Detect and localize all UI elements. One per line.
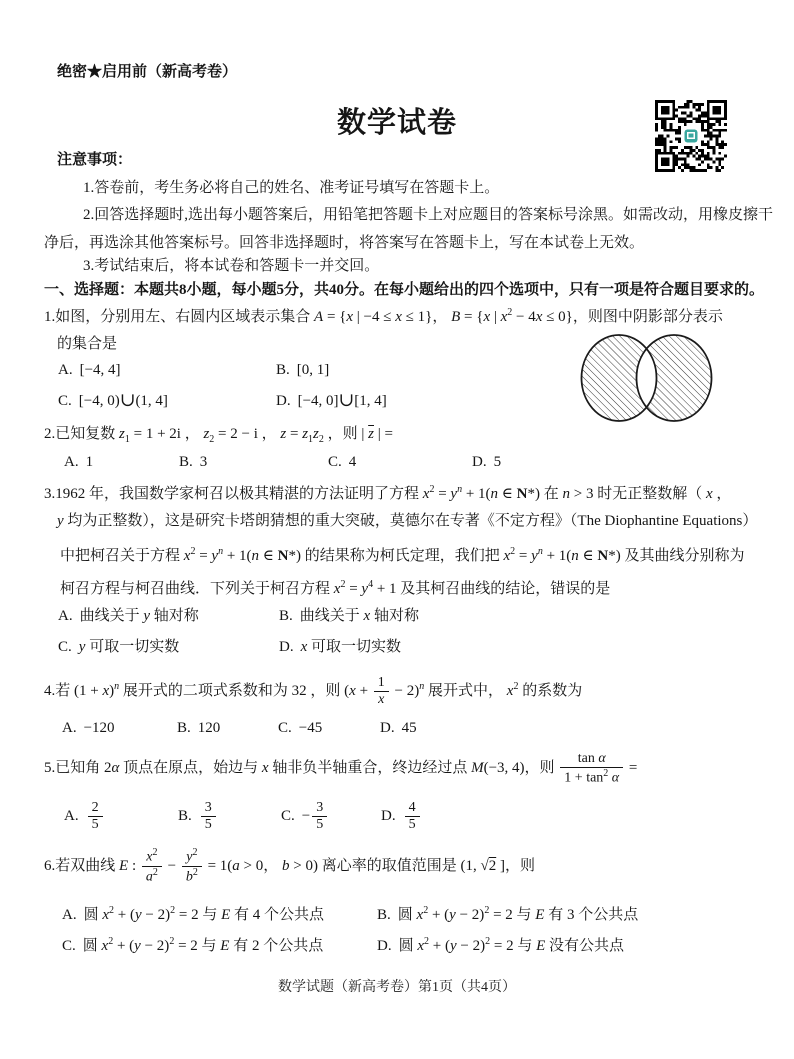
q5-option-a xyxy=(64,794,105,838)
q3-line-4: 柯召方程与柯召曲线．下列关于柯召方程 $x^2 = y^4 + 1$ 及其柯召曲线的结论，错误的是 xyxy=(60,579,611,597)
q3-line-1: 3.1962 年，我国数学家柯召以极其精湛的方法证明了方程 $x^2 = y^n + 1(n$ ∈ N*) 在 n > 3 时无正整数解（ x ， xyxy=(44,484,732,502)
option-text: [−4, 0]∪[1, 4] xyxy=(297,390,387,411)
q4-option-b xyxy=(177,716,220,740)
option-label: D. xyxy=(377,938,392,954)
option-text: 曲线关于 x 轴对称 xyxy=(299,608,419,624)
q3-line-2: y 均为正整数），这是研究卡塔朗猜想的重大突破，莫德尔在专著《不定方程》（The Diophantine Equations） xyxy=(57,513,758,529)
q1-option-b xyxy=(276,358,329,382)
q6-line-1: 6.若双曲线 E : $\frac{x^2}{a^2}$ − $\frac{y^2}{b^2}$ = 1(a > 0， b > 0) 离心率的取值范围是 (1, √2 ]，则 xyxy=(44,847,535,885)
q2-option-b xyxy=(179,450,207,474)
option-text: [0, 1] xyxy=(296,362,330,378)
option-text: −120 xyxy=(83,720,115,736)
q3-line-3: 中把柯召关于方程 $x^2 = y^n + 1(n$ ∈ N*) 的结果称为柯氏定理，我们把 $x^2 = y^n + 1(n$ ∈ N*) 及其曲线分别称为 xyxy=(60,546,745,564)
notice-item-2-cont: 净后，再选涂其他答案标号。回答非选择题时，将答案写在答题卡上，写在本试卷上无效。 xyxy=(44,235,645,251)
q6-option-b xyxy=(377,899,638,927)
q3-options-row-2 xyxy=(0,635,794,663)
option-text: 3 xyxy=(199,454,208,470)
q5-option-b xyxy=(178,794,218,838)
q5-line-1: 5.已知角 2α 顶点在原点，始边与 x 轴非负半轴重合，终边经过点 M(−3, 4)，则 $\frac{\text{tan α}}{1 + \tan^2 \alpha}$ = xyxy=(44,750,638,786)
q6-option-c xyxy=(62,930,323,958)
option-label: A. xyxy=(62,720,77,736)
option-text: y 可取一切实数 xyxy=(78,639,180,655)
q1-option-c xyxy=(58,389,168,413)
option-label: B. xyxy=(279,608,293,624)
option-text: − $\frac{3}{5}$ xyxy=(302,808,329,824)
option-label: B. xyxy=(179,454,193,470)
option-text: [−4, 4] xyxy=(79,362,121,378)
q1-option-a xyxy=(58,358,121,382)
security-header: 绝密★启用前（新高考卷） xyxy=(57,64,238,80)
option-label: B. xyxy=(276,362,290,378)
q3-option-b xyxy=(279,604,419,628)
option-text: 1 xyxy=(85,454,94,470)
q4-options-row xyxy=(0,716,794,744)
q3-option-c xyxy=(58,635,179,659)
q2-line-1: 2.已知复数 $z_1 = 1 + 2i$ ， $z_2 = 2 - i$ ， $z = z_1z_2$ ，则 | $\overline{z}$ | = xyxy=(44,426,393,445)
option-label: C. xyxy=(58,393,72,409)
page-footer: 数学试题（新高考卷）第1页（共4页） xyxy=(278,980,516,995)
q6-option-a xyxy=(62,899,324,927)
q6-options-row-1 xyxy=(0,899,794,927)
option-label: A. xyxy=(62,907,77,923)
option-label: D. xyxy=(276,393,291,409)
option-label: C. xyxy=(62,938,76,954)
option-label: C. xyxy=(58,639,72,655)
notice-heading: 注意事项： xyxy=(57,152,133,168)
option-text: 圆 $x^2 + (y - 2)^2 = 2$ 与 E 有 4 个公共点 xyxy=(83,905,325,923)
option-label: A. xyxy=(58,362,73,378)
option-label: B. xyxy=(377,907,391,923)
option-text: 圆 $x^2 + (y - 2)^2 = 2$ 与 E 没有公共点 xyxy=(398,936,625,954)
q2-option-c xyxy=(328,450,356,474)
option-text: 圆 $x^2 + (y - 2)^2 = 2$ 与 E 有 2 个公共点 xyxy=(82,936,324,954)
q6-options-row-2 xyxy=(0,930,794,958)
option-text: $\frac{3}{5}$ xyxy=(199,808,218,824)
option-text: x 可取一切实数 xyxy=(300,639,402,655)
q2-option-d xyxy=(472,450,501,474)
section-heading: 一、选择题：本题共8小题，每小题5分，共40分。在每小题给出的四个选项中，只有一项是符合题目要求的。 xyxy=(44,282,765,298)
q4-line-1: 4.若 $(1 + x)^n$ 展开式的二项式系数和为 32 ，则 (x + $\frac{1}{x}$ − 2)$^n$ 展开式中， $x^2$ 的系数为 xyxy=(44,674,583,708)
option-label: D. xyxy=(381,808,396,824)
option-text: $\frac{4}{5}$ xyxy=(403,808,422,824)
q5-option-c xyxy=(281,794,329,838)
option-label: A. xyxy=(58,608,73,624)
option-label: A. xyxy=(64,808,79,824)
option-label: C. xyxy=(328,454,342,470)
option-text: $\frac{2}{5}$ xyxy=(86,808,105,824)
option-label: D. xyxy=(279,639,294,655)
option-label: A. xyxy=(64,454,79,470)
option-label: D. xyxy=(380,720,395,736)
option-text: 120 xyxy=(197,720,221,736)
q1-line-1: 1.如图，分别用左、右圆内区域表示集合 A = {x | −4 ≤ x ≤ 1}， B = {x | $x^2 - 4x \le 0$}，则图中阴影部分表示 xyxy=(44,307,723,325)
option-text: [−4, 0)∪(1, 4] xyxy=(78,390,168,411)
option-label: B. xyxy=(177,720,191,736)
notice-item-1: 1.答卷前，考生务必将自己的姓名、准考证号填写在答题卡上。 xyxy=(83,180,500,196)
page-title: 数学试卷 xyxy=(336,107,457,139)
q4-option-c xyxy=(278,716,322,740)
q4-option-a xyxy=(62,716,115,740)
option-text: 5 xyxy=(493,454,502,470)
q5-options-row xyxy=(0,794,794,840)
option-label: C. xyxy=(278,720,292,736)
q1-option-d xyxy=(276,389,387,413)
q4-option-d xyxy=(380,716,417,740)
qr-code xyxy=(655,100,727,172)
q3-option-d xyxy=(279,635,401,659)
notice-item-2: 2.回答选择题时,选出每小题答案后，用铅笔把答题卡上对应题目的答案标号涂黑。如需改动，用橡皮擦干 xyxy=(83,207,774,223)
option-text: 4 xyxy=(348,454,357,470)
option-text: 圆 $x^2 + (y - 2)^2 = 2$ 与 E 有 3 个公共点 xyxy=(397,905,639,923)
option-label: C. xyxy=(281,808,295,824)
notice-item-3: 3.考试结束后，将本试卷和答题卡一并交回。 xyxy=(83,258,380,274)
q5-option-d xyxy=(381,794,422,838)
q2-options-row xyxy=(0,450,794,478)
option-text: −45 xyxy=(298,720,323,736)
q6-option-d xyxy=(377,930,624,958)
option-label: B. xyxy=(178,808,192,824)
option-text: 曲线关于 y 轴对称 xyxy=(79,608,199,624)
q3-options-row-1 xyxy=(0,604,794,632)
option-label: D. xyxy=(472,454,487,470)
q2-option-a xyxy=(64,450,93,474)
option-text: 45 xyxy=(401,720,417,736)
q1-line-2: 的集合是 xyxy=(57,336,118,352)
venn-diagram xyxy=(578,330,716,426)
q3-option-a xyxy=(58,604,199,628)
